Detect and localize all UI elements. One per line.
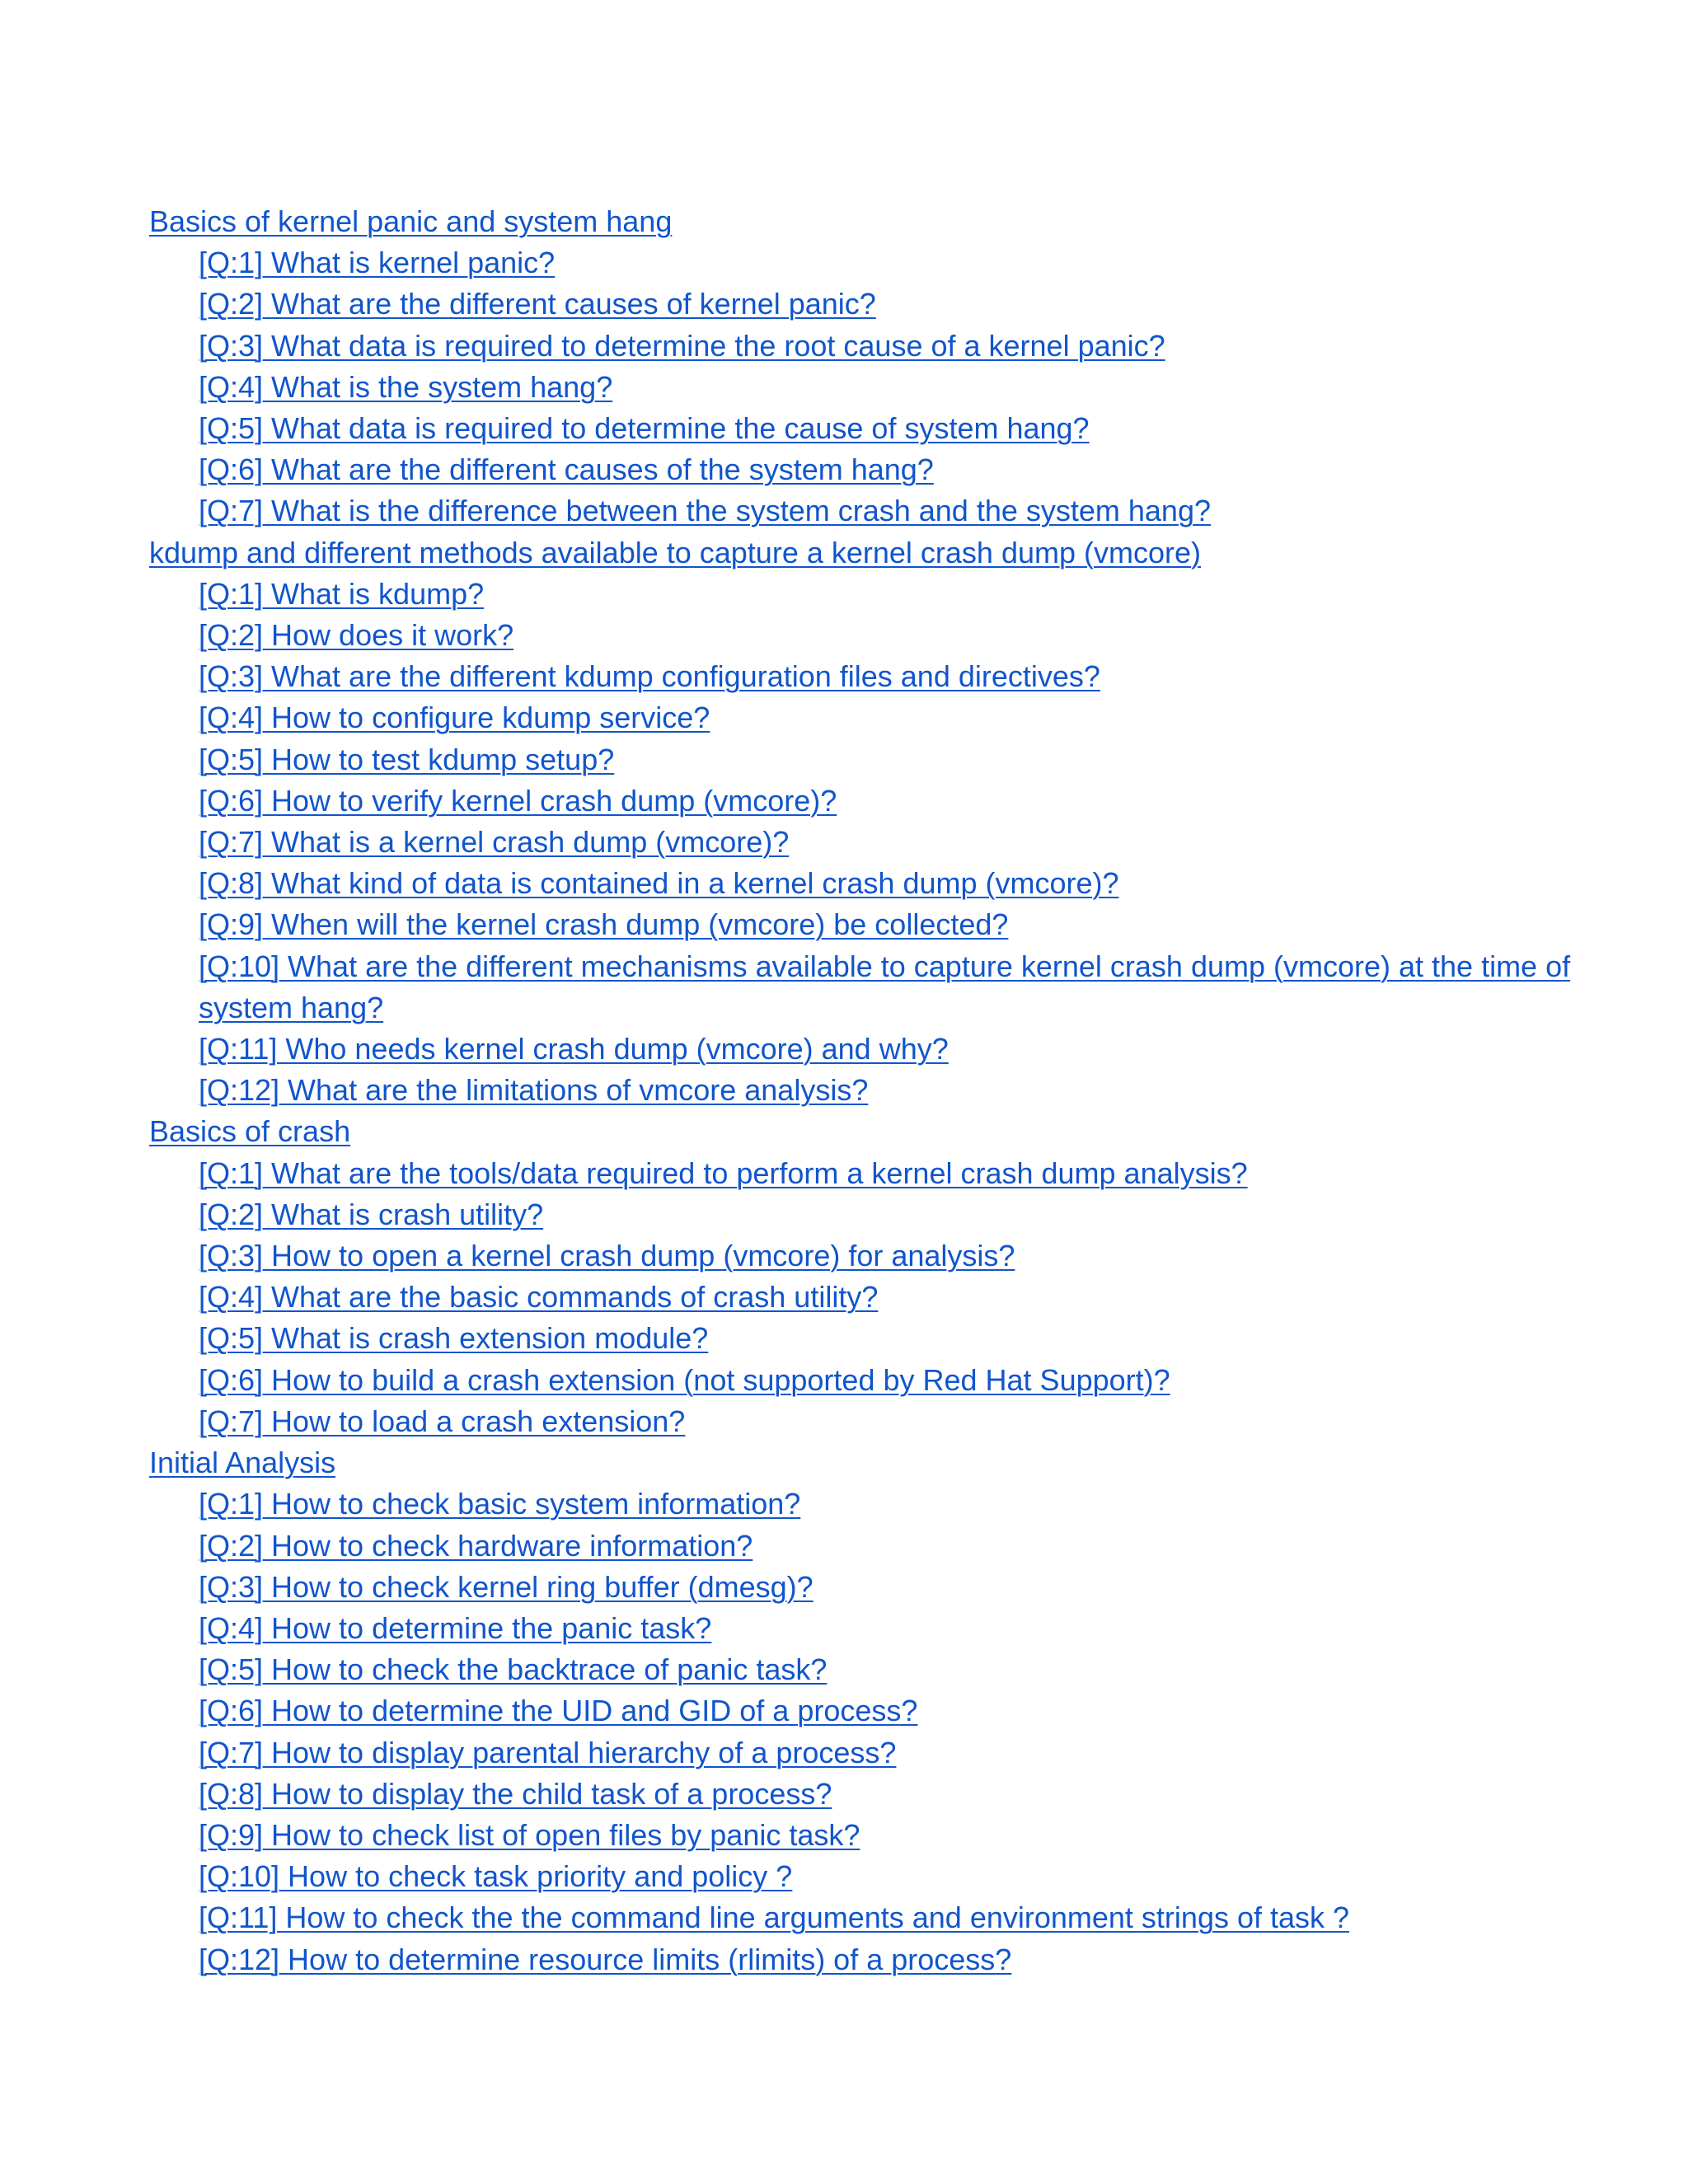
toc-section-link[interactable]: Basics of crash [149, 1114, 351, 1149]
toc-question-link[interactable]: [Q:5] How to test kdump setup? [199, 742, 615, 776]
toc-section-link[interactable]: kdump and different methods available to capture a kernel crash dump (vmcore) [149, 535, 1201, 569]
toc-section-link[interactable]: Basics of kernel panic and system hang [149, 204, 673, 238]
toc-question-link[interactable]: [Q:4] What are the basic commands of crash utility? [199, 1280, 879, 1315]
toc-question-link[interactable]: [Q:4] What is the system hang? [199, 369, 613, 404]
toc-question-link[interactable]: [Q:1] How to check basic system information? [199, 1487, 801, 1521]
toc-question-link[interactable]: [Q:6] How to build a crash extension (not supported by Red Hat Support)? [199, 1362, 1170, 1397]
toc-question-link[interactable]: [Q:7] How to display parental hierarchy of a process? [199, 1735, 897, 1769]
toc-question-link[interactable]: [Q:5] How to check the backtrace of panic task? [199, 1652, 828, 1687]
toc-question-link[interactable]: [Q:6] How to determine the UID and GID of a process? [199, 1694, 918, 1728]
toc-question-link[interactable]: [Q:7] How to load a crash extension? [199, 1404, 686, 1438]
toc-question-link[interactable]: [Q:3] How to open a kernel crash dump (vmcore) for analysis? [199, 1239, 1015, 1273]
toc-question-link[interactable]: [Q:2] What are the different causes of kernel panic? [199, 287, 876, 321]
toc-question-link[interactable]: [Q:8] What kind of data is contained in a kernel crash dump (vmcore)? [199, 866, 1119, 901]
toc-question-link[interactable]: [Q:11] How to check the the command line arguments and environment strings of task ? [199, 1900, 1350, 1935]
toc-question-link[interactable]: [Q:4] How to determine the panic task? [199, 1610, 712, 1645]
toc-question-link[interactable]: [Q:6] What are the different causes of the system hang? [199, 452, 934, 487]
toc-question-link[interactable]: [Q:5] What is crash extension module? [199, 1321, 709, 1356]
table-of-contents [149, 201, 1658, 1980]
toc-question-link[interactable]: [Q:3] How to check kernel ring buffer (dmesg)? [199, 1569, 814, 1604]
toc-question-link[interactable]: [Q:2] How to check hardware information? [199, 1528, 753, 1563]
toc-question-link[interactable]: [Q:5] What data is required to determine the cause of system hang? [199, 411, 1090, 446]
toc-question-link[interactable]: [Q:3] What data is required to determine the root cause of a kernel panic? [199, 328, 1165, 363]
toc-question-link[interactable]: [Q:1] What is kernel panic? [199, 246, 556, 280]
toc-question-link[interactable]: [Q:11] Who needs kernel crash dump (vmcore) and why? [199, 1032, 949, 1066]
toc-question-link[interactable]: [Q:3] What are the different kdump configuration files and directives? [199, 659, 1100, 694]
toc-question-link[interactable]: [Q:9] How to check list of open files by panic task? [199, 1817, 860, 1852]
toc-question-link[interactable]: [Q:6] How to verify kernel crash dump (vmcore)? [199, 783, 837, 818]
toc-question-link[interactable]: [Q:12] How to determine resource limits (rlimits) of a process? [199, 1942, 1012, 1976]
toc-question-link[interactable]: [Q:8] How to display the child task of a process? [199, 1776, 832, 1811]
toc-question-link[interactable]: [Q:2] What is crash utility? [199, 1197, 544, 1231]
toc-question-link[interactable]: [Q:7] What is the difference between the system crash and the system hang? [199, 494, 1211, 528]
toc-question-link[interactable]: [Q:9] When will the kernel crash dump (vmcore) be collected? [199, 907, 1009, 942]
toc-question-link[interactable]: [Q:10] How to check task priority and policy ? [199, 1859, 793, 1894]
toc-section-link[interactable]: Initial Analysis [149, 1446, 336, 1480]
toc-question-link[interactable]: [Q:12] What are the limitations of vmcore analysis? [199, 1073, 869, 1108]
toc-question-link[interactable]: [Q:7] What is a kernel crash dump (vmcore)? [199, 825, 790, 860]
toc-question-link[interactable]: [Q:1] What is kdump? [199, 576, 485, 611]
toc-question-link[interactable]: [Q:1] What are the tools/data required to perform a kernel crash dump analysis? [199, 1155, 1248, 1190]
toc-question-link[interactable]: [Q:2] How does it work? [199, 618, 514, 653]
toc-question-link[interactable]: [Q:10] What are the different mechanisms available to capture kernel crash dump (vmcore) at the time of system hang? [199, 949, 1571, 1024]
toc-question-link[interactable]: [Q:4] How to configure kdump service? [199, 701, 710, 735]
